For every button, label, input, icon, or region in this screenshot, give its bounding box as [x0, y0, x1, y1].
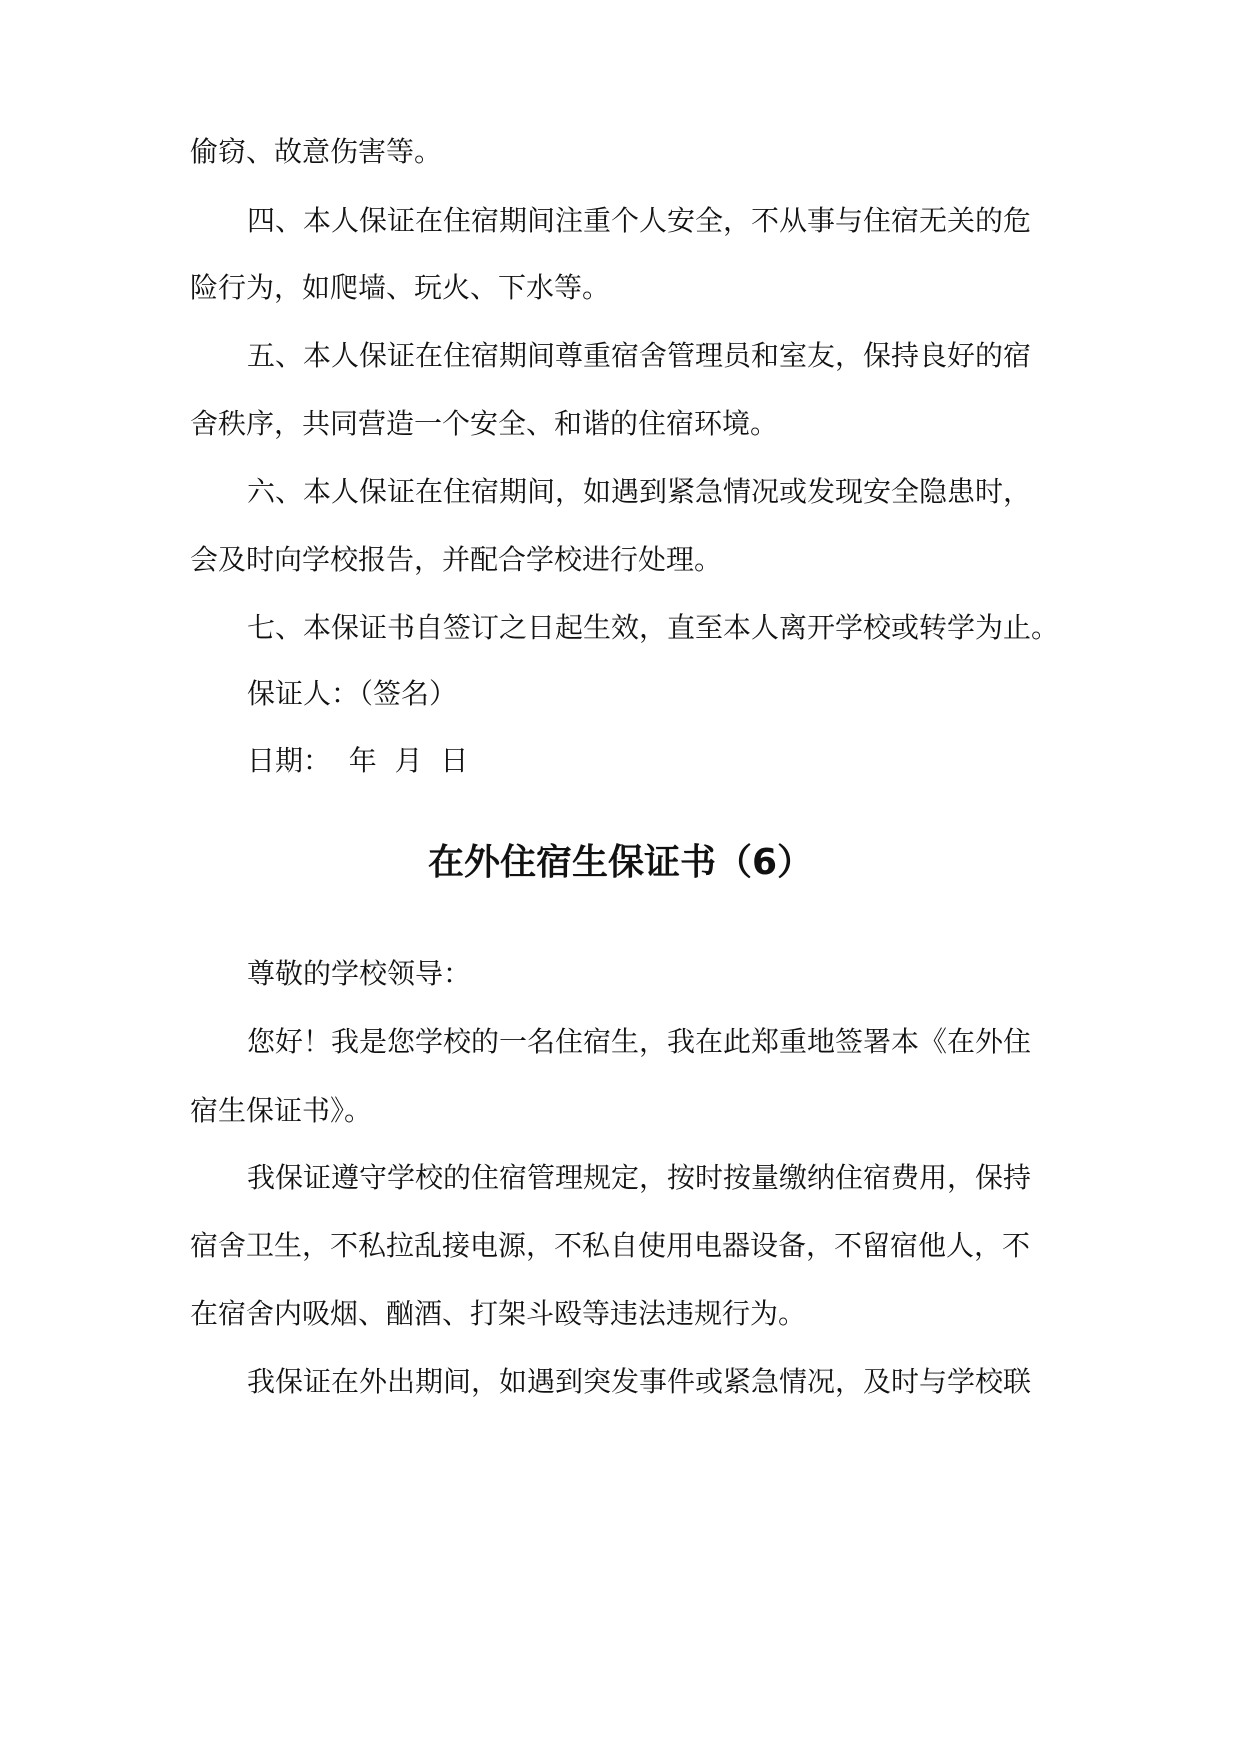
clause-4-line-2: 险行为，如爬墙、玩火、下水等。	[190, 271, 611, 304]
continued-paragraph-line: 偷窃、故意伤害等。	[190, 135, 443, 168]
salutation: 尊敬的学校领导：	[247, 957, 472, 990]
guarantor-signature: 保证人：（签名）	[247, 677, 458, 710]
clause-6-line-1: 六、本人保证在住宿期间，如遇到紧急情况或发现安全隐患时，	[247, 475, 1032, 508]
paragraph-3-line-1: 我保证在外出期间，如遇到突发事件或紧急情况，及时与学校联	[247, 1365, 1032, 1398]
paragraph-1-line-2: 宿生保证书》。	[190, 1094, 373, 1127]
clause-5-line-2: 舍秩序，共同营造一个安全、和谐的住宿环境。	[190, 407, 779, 440]
signature-date: 日期： 年 月 日	[247, 744, 469, 777]
document-title: 在外住宿生保证书（6）	[427, 842, 814, 883]
clause-5-line-1: 五、本人保证在住宿期间尊重宿舍管理员和室友，保持良好的宿	[247, 339, 1032, 372]
paragraph-1-line-1: 您好！我是您学校的一名住宿生，我在此郑重地签署本《在外住	[247, 1025, 1032, 1058]
paragraph-2-line-3: 在宿舍内吸烟、酗酒、打架斗殴等违法违规行为。	[190, 1297, 807, 1330]
clause-4-line-1: 四、本人保证在住宿期间注重个人安全，不从事与住宿无关的危	[247, 204, 1032, 237]
clause-6-line-2: 会及时向学校报告，并配合学校进行处理。	[190, 543, 723, 576]
paragraph-2-line-2: 宿舍卫生，不私拉乱接电源，不私自使用电器设备，不留宿他人，不	[190, 1229, 1031, 1262]
paragraph-2-line-1: 我保证遵守学校的住宿管理规定，按时按量缴纳住宿费用，保持	[247, 1161, 1032, 1194]
clause-7-line-1: 七、本保证书自签订之日起生效，直至本人离开学校或转学为止。	[247, 611, 1060, 644]
